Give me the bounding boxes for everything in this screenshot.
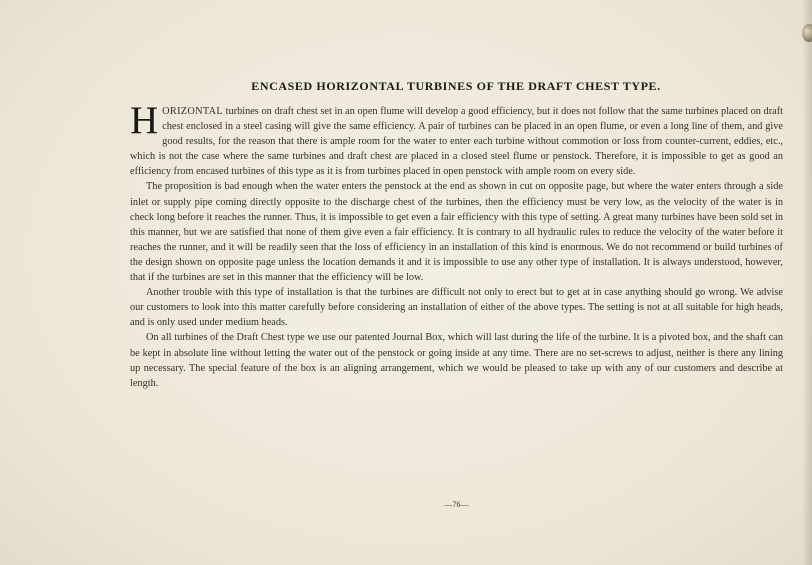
paragraph-4: On all turbines of the Draft Chest type we use our patented Journal Box, which will last during the life of the turbine. It is a pivoted box, and the shaft can be kept in absolute line without letting the water out of the penstock or going inside at any time. There are no set-screws to adjust, neither is there any lining up necessary. The special feature of the box is an aligning arrangement, which we would be pleased to take up with any of our customers and describe at length. bbox=[130, 332, 783, 389]
paragraph-1 bbox=[130, 99, 783, 179]
page-edge-shadow bbox=[802, 0, 812, 565]
page-title: ENCASED HORIZONTAL TURBINES OF THE DRAFT CHEST TYPE. bbox=[251, 79, 661, 93]
paragraph-2: The proposition is bad enough when the water enters the penstock at the end as shown in cut on opposite page, but where the water enters through a side inlet or supply pipe coming directly opposite to the discharge chest of the turbines, then the efficiency must be very low, as the velocity of the water is in check long before it reaches the runner. Thus, it is impossible to get even a fair efficiency with this type of setting. A great many turbines have been sold set in this manner, but we are satisfied that none of them give even a fair efficiency. It is contrary to all hydraulic rules to reduce the velocity of the water before it reaches the runner, and it will be readily seen that the loss of efficiency in an installation of this kind is enormous. We do not recommend or build turbines of the design shown on opposite page unless the location demands it and it is impossible to use any other type of installation. It is always understood, however, that if the turbines are set in this manner that the efficiency will be low. bbox=[130, 181, 783, 284]
first-word-rest: ORIZONTAL bbox=[162, 106, 223, 117]
paragraph-1-text: turbines on draft chest set in an open flume will develop a good efficiency, but it does not follow that the same turbines placed on draft chest enclosed in a steel casing will give the same efficiency. A pair of turbines can be placed in an open flume, or even a long line of them, and give good results, for the reason that there is ample room for the water to enter each turbine without commotion or loss from counter-current, eddies, etc., which is not the case where the same turbines and draft chest are placed in a closed steel flume or penstock. Therefore, it is impossible to get as good an efficiency from encased turbines of this type as it is from turbines placed in open penstock with ample room on every side. bbox=[130, 106, 783, 178]
paragraph-3: Another trouble with this type of installation is that the turbines are difficult not only to erect but to get at in case anything should go wrong. We advise our customers to look into this matter carefully before considering an installation of either of the above types. The setting is not at all suitable for high heads, and is only used under medium heads. bbox=[130, 287, 783, 329]
page-number: —76— bbox=[444, 500, 469, 509]
drop-cap: H bbox=[130, 99, 159, 142]
body-text bbox=[130, 99, 783, 391]
binding-hole bbox=[802, 24, 812, 42]
